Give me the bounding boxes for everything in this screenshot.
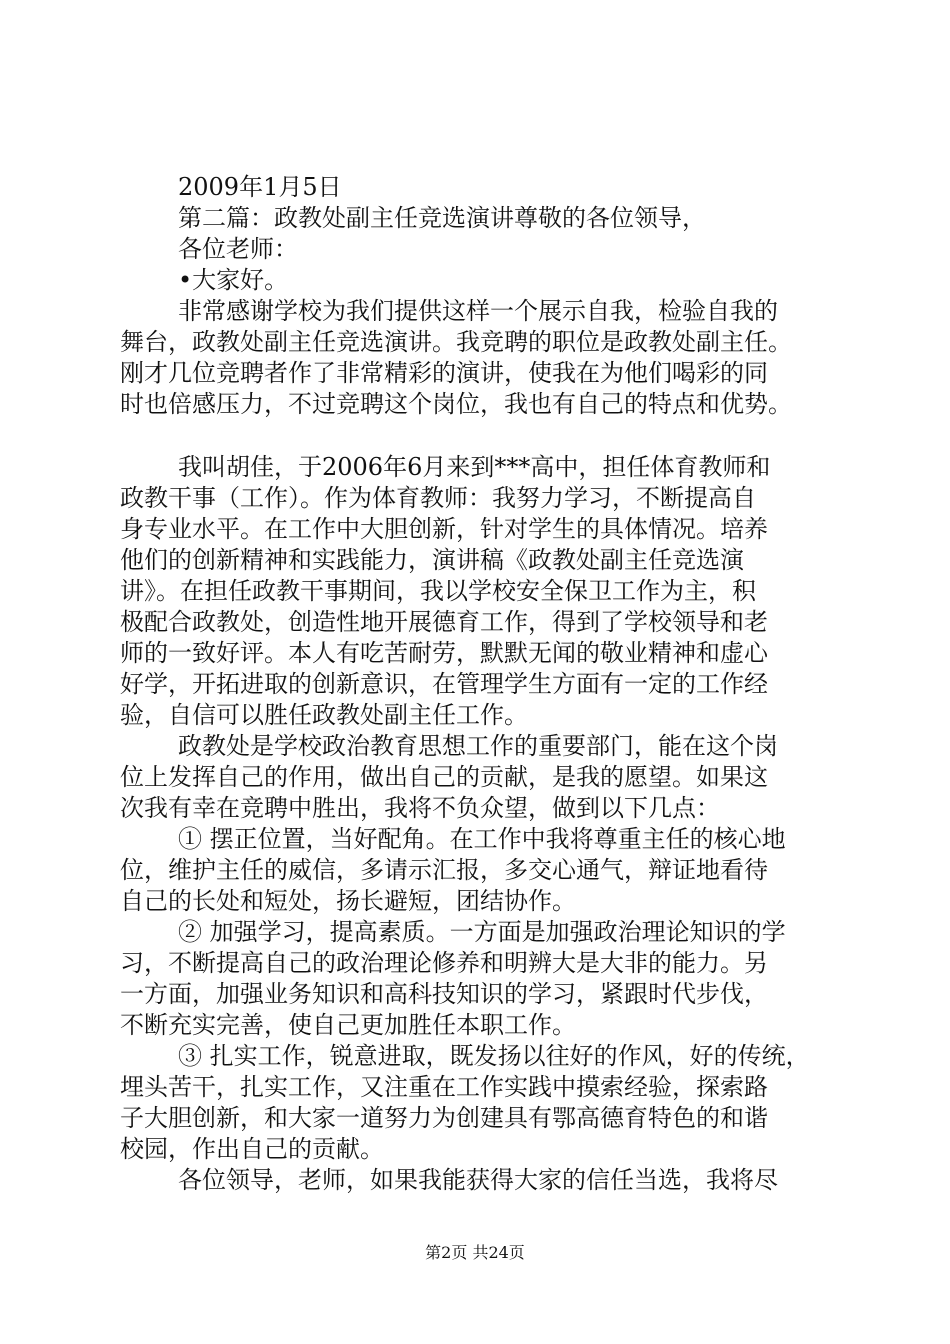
paragraph-line: 师的一致好评。本人有吃苦耐劳，默默无闻的敬业精神和虚心 xyxy=(120,639,768,667)
paragraph-line: 位上发挥自己的作用，做出自己的贡献，是我的愿望。如果这 xyxy=(120,763,768,791)
paragraph-line: 次我有幸在竞聘中胜出，我将不负众望，做到以下几点： xyxy=(120,794,720,822)
list-item-line: ② 加强学习，提高素质。一方面是加强政治理论知识的学 xyxy=(178,918,786,946)
paragraph-line: 验，自信可以胜任政教处副主任工作。 xyxy=(120,701,528,729)
list-item-line: 子大胆创新，和大家一道努力为创建具有鄂高德育特色的和谐 xyxy=(120,1104,768,1132)
paragraph-line: 好学，开拓进取的创新意识，在管理学生方面有一定的工作经 xyxy=(120,670,768,698)
paragraph-line: 讲》。在担任政教干事期间，我以学校安全保卫工作为主，积 xyxy=(120,577,756,605)
date-line: 2009年1月5日 xyxy=(178,173,342,201)
paragraph-line: 政教处是学校政治教育思想工作的重要部门，能在这个岗 xyxy=(178,732,778,760)
list-item-line: ③ 扎实工作，锐意进取，既发扬以往好的作风，好的传统， xyxy=(178,1042,810,1070)
page-number-footer: 第2页 共24页 xyxy=(425,1243,525,1262)
list-item-line: 埋头苦干，扎实工作，又注重在工作实践中摸索经验，探索路 xyxy=(120,1073,768,1101)
paragraph-line: 我叫胡佳，于2006年6月来到***高中，担任体育教师和 xyxy=(178,453,771,481)
list-item-line: 校园，作出自己的贡献。 xyxy=(120,1135,384,1163)
paragraph-line: 各位领导，老师，如果我能获得大家的信任当选，我将尽 xyxy=(178,1166,778,1194)
document-body xyxy=(120,172,840,1196)
paragraph-line: 他们的创新精神和实践能力，演讲稿《政教处副主任竞选演 xyxy=(120,546,744,574)
paragraph-line: 刚才几位竞聘者作了非常精彩的演讲，使我在为他们喝彩的同 xyxy=(120,359,768,387)
list-item-line: 不断充实完善，使自己更加胜任本职工作。 xyxy=(120,1011,576,1039)
list-item-line: ① 摆正位置，当好配角。在工作中我将尊重主任的核心地 xyxy=(178,825,786,853)
paragraph-line: 身专业水平。在工作中大胆创新，针对学生的具体情况。培养 xyxy=(120,515,768,543)
section-title: 第二篇：政教处副主任竞选演讲尊敬的各位领导， xyxy=(178,204,706,232)
paragraph-line: 政教干事（工作）。作为体育教师：我努力学习，不断提高自 xyxy=(120,484,756,512)
list-item-line: 自己的长处和短处，扬长避短，团结协作。 xyxy=(120,887,576,915)
list-item-line: 习，不断提高自己的政治理论修养和明辨大是大非的能力。另 xyxy=(120,949,768,977)
paragraph-line: 时也倍感压力，不过竞聘这个岗位，我也有自己的特点和优势。 xyxy=(120,390,792,418)
paragraph-line: 极配合政教处，创造性地开展德育工作，得到了学校领导和老 xyxy=(120,608,768,636)
greeting-line: •大家好。 xyxy=(178,266,289,294)
paragraph-line: 舞台，政教处副主任竞选演讲。我竞聘的职位是政教处副主任。 xyxy=(120,328,792,356)
list-item-line: 位，维护主任的威信，多请示汇报，多交心通气，辩证地看待 xyxy=(120,856,768,884)
salutation-line: 各位老师： xyxy=(178,235,298,263)
paragraph-line: 非常感谢学校为我们提供这样一个展示自我，检验自我的 xyxy=(178,297,778,325)
list-item-line: 一方面，加强业务知识和高科技知识的学习，紧跟时代步伐， xyxy=(120,980,768,1008)
